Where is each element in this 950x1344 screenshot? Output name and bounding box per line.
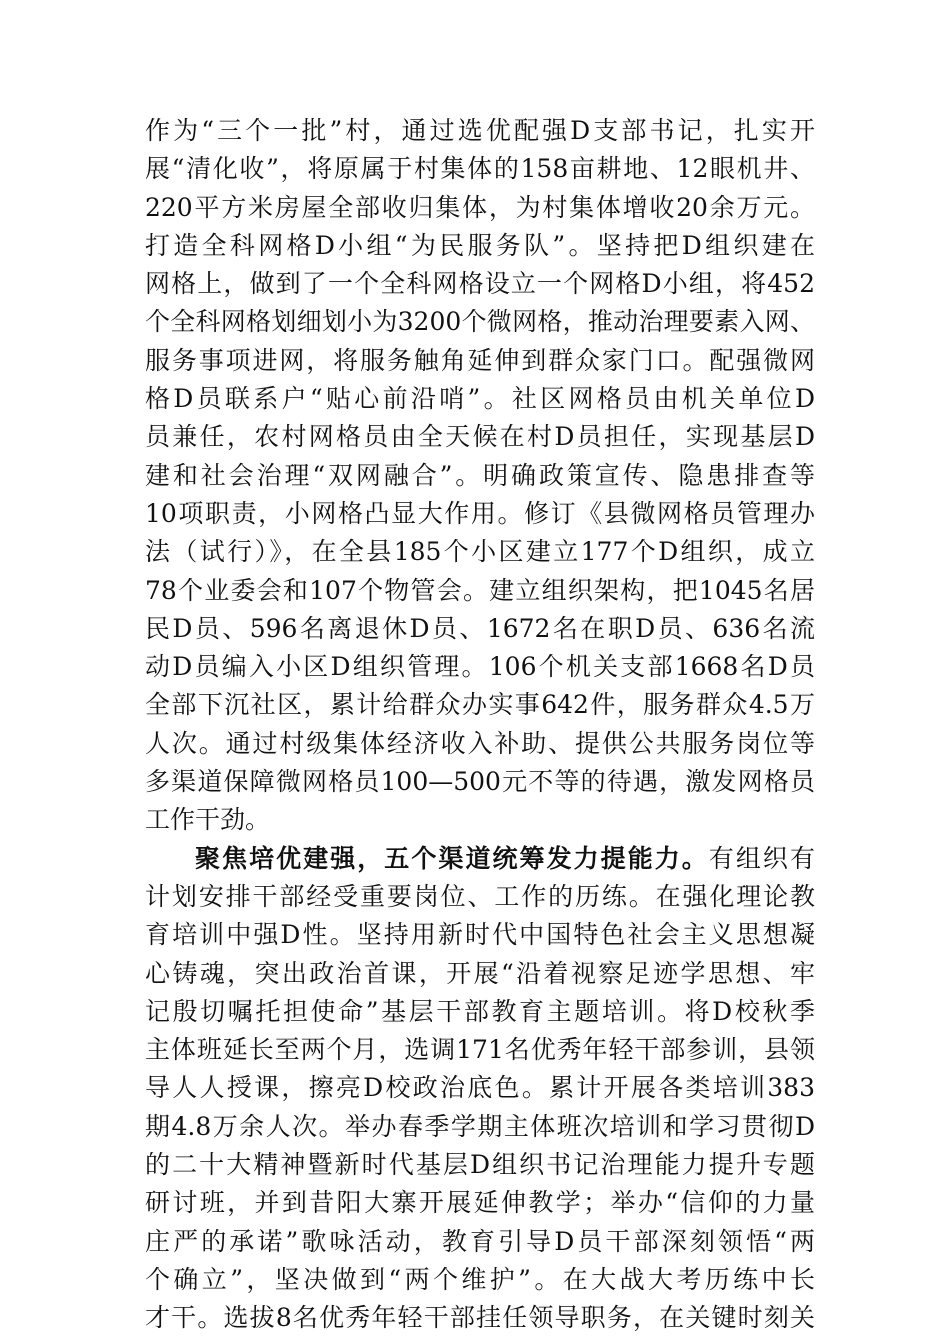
text-line: 打造全科网格D小组“为民服务队”。坚持把D组织建在 bbox=[145, 230, 815, 260]
text-line: 的二十大精神暨新时代基层D组织书记治理能力提升专题 bbox=[145, 1150, 815, 1180]
text-line: 展“清化收”，将原属于村集体的158亩耕地、12眼机井、 bbox=[145, 154, 815, 184]
text-line: 个全科网格划细划小为3200个微网格，推动治理要素入网、 bbox=[145, 307, 815, 337]
text-line: 计划安排干部经受重要岗位、工作的历练。在强化理论教 bbox=[145, 881, 815, 911]
text-line: 人次。通过村级集体经济收入补助、提供公共服务岗位等 bbox=[145, 728, 815, 758]
text-line: 全部下沉社区，累计给群众办实事642件，服务群众4.5万 bbox=[145, 690, 815, 720]
text-line: 记殷切嘱托担使命”基层干部教育主题培训。将D校秋季 bbox=[145, 996, 815, 1026]
text-line: 格D员联系户“贴心前沿哨”。社区网格员由机关单位D bbox=[145, 384, 815, 414]
text-line: 研讨班，并到昔阳大寨开展延伸教学；举办“信仰的力量 bbox=[145, 1188, 815, 1218]
section-heading: 聚焦培优建强，五个渠道统筹发力提能力。 bbox=[195, 843, 709, 873]
text-line: 动D员编入小区D组织管理。106个机关支部1668名D员 bbox=[145, 652, 815, 682]
text-line: 78个业委会和107个物管会。建立组织架构，把1045名居 bbox=[145, 575, 815, 605]
text-line: 多渠道保障微网格员100—500元不等的待遇，激发网格员 bbox=[145, 767, 815, 797]
text-line: 育培训中强D性。坚持用新时代中国特色社会主义思想凝 bbox=[145, 920, 815, 950]
text-line: 庄严的承诺”歌咏活动，教育引导D员干部深刻领悟“两 bbox=[145, 1226, 815, 1256]
text-line: 才干。选拔8名优秀年轻干部挂任领导职务，在关键时刻关 bbox=[145, 1303, 815, 1333]
text-line: 网格上，做到了一个全科网格设立一个网格D小组，将452 bbox=[145, 269, 815, 299]
paragraph-first-line bbox=[145, 840, 815, 878]
text-line: 法（试行）》，在全县185个小区建立177个D组织，成立 bbox=[145, 537, 815, 567]
text-line: 主体班延长至两个月，选调171名优秀年轻干部参训，县领 bbox=[145, 1035, 815, 1065]
text-line: 10项职责，小网格凸显大作用。修订《县微网格员管理办 bbox=[145, 498, 815, 528]
text-line: 服务事项进网，将服务触角延伸到群众家门口。配强微网 bbox=[145, 345, 815, 375]
text-line: 工作干劲。 bbox=[145, 805, 271, 835]
body-text bbox=[145, 112, 815, 1338]
heading-trailing-text: 有组织有 bbox=[708, 843, 815, 873]
text-line: 期4.8万余人次。举办春季学期主体班次培训和学习贯彻D bbox=[145, 1111, 815, 1141]
text-line: 导人人授课，擦亮D校政治底色。累计开展各类培训383 bbox=[145, 1073, 815, 1103]
text-line: 220平方米房屋全部收归集体，为村集体增收20余万元。 bbox=[145, 192, 815, 222]
text-line: 作为“三个一批”村，通过选优配强D支部书记，扎实开 bbox=[145, 116, 815, 145]
text-line: 员兼任，农村网格员由全天候在村D员担任，实现基层D bbox=[145, 422, 815, 452]
text-line: 心铸魂，突出政治首课，开展“沿着视察足迹学思想、牢 bbox=[145, 958, 815, 988]
text-line: 个确立”，坚决做到“两个维护”。在大战大考历练中长 bbox=[145, 1264, 815, 1294]
text-line: 建和社会治理“双网融合”。明确政策宣传、隐患排查等 bbox=[145, 460, 815, 490]
text-line: 民D员、596名离退休D员、1672名在职D员、636名流 bbox=[145, 613, 815, 643]
